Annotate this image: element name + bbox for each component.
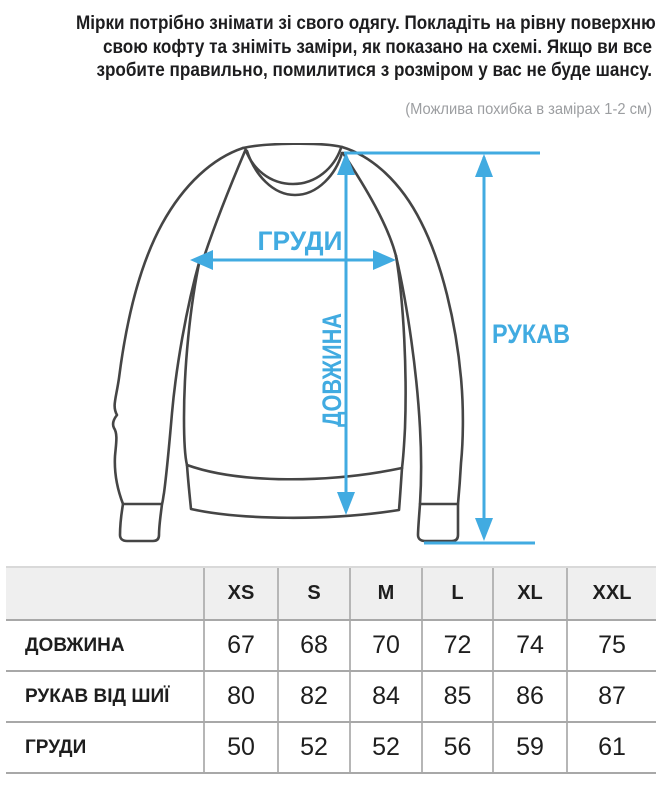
row-label: РУКАВ ВІД ШИЇ (6, 671, 204, 722)
cell-value: 50 (204, 722, 278, 773)
sleeve-arrowhead-bottom (475, 518, 493, 541)
cell-value: 82 (278, 671, 350, 722)
row-label: ГРУДИ (6, 722, 204, 773)
tolerance-note: (Можлива похибка в замірах 1-2 см) (405, 101, 652, 118)
size-column-header: S (278, 567, 350, 620)
size-table (6, 566, 656, 774)
sleeve-label: РУКАВ (492, 319, 570, 349)
cell-value: 59 (493, 722, 567, 773)
cell-value: 75 (567, 620, 656, 671)
intro-paragraph (76, 12, 656, 83)
right-cuff (418, 504, 458, 541)
collar-top-edge (243, 144, 342, 148)
cell-value: 61 (567, 722, 656, 773)
length-label: ДОВЖИНА (317, 285, 347, 427)
sweatshirt-measurement-diagram (0, 143, 661, 565)
cell-value: 74 (493, 620, 567, 671)
row-label: ДОВЖИНА (6, 620, 204, 671)
table-row-length (6, 620, 656, 671)
right-body-edge (396, 256, 406, 468)
cell-value: 72 (422, 620, 493, 671)
measurement-annotations (190, 152, 570, 543)
hem-seam (187, 465, 402, 479)
cell-value: 87 (567, 671, 656, 722)
size-table-corner-cell (6, 567, 204, 620)
left-cuff (120, 504, 162, 541)
cell-value: 70 (350, 620, 422, 671)
sweatshirt-outline (113, 144, 463, 541)
size-column-header: XXL (567, 567, 656, 620)
chest-label: ГРУДИ (257, 226, 343, 256)
size-column-header: L (422, 567, 493, 620)
length-arrowhead-bottom (337, 492, 355, 515)
intro-line: Мірки потрібно знімати зі свого одягу. Покладіть на рівну поверхню (76, 13, 656, 34)
cell-value: 68 (278, 620, 350, 671)
table-row-sleeve (6, 671, 656, 722)
cell-value: 86 (493, 671, 567, 722)
cell-value: 80 (204, 671, 278, 722)
cell-value: 85 (422, 671, 493, 722)
chest-arrowhead-left (190, 250, 213, 270)
cell-value: 67 (204, 620, 278, 671)
sleeve-arrowhead-top (475, 154, 493, 177)
chest-arrowhead-right (373, 250, 396, 270)
size-column-header: M (350, 567, 422, 620)
cell-value: 56 (422, 722, 493, 773)
size-column-header: XS (204, 567, 278, 620)
cell-value: 52 (350, 722, 422, 773)
table-row-chest (6, 722, 656, 773)
intro-line: свою кофту та зніміть заміри, як показано на схемі. Якщо ви все (103, 36, 652, 58)
cell-value: 84 (350, 671, 422, 722)
intro-line: зробите правильно, помилитися з розміром у вас не буде шансу. (96, 60, 652, 81)
size-table-header-row (6, 567, 656, 620)
size-column-header: XL (493, 567, 567, 620)
cell-value: 52 (278, 722, 350, 773)
length-arrowhead-top (337, 152, 355, 175)
